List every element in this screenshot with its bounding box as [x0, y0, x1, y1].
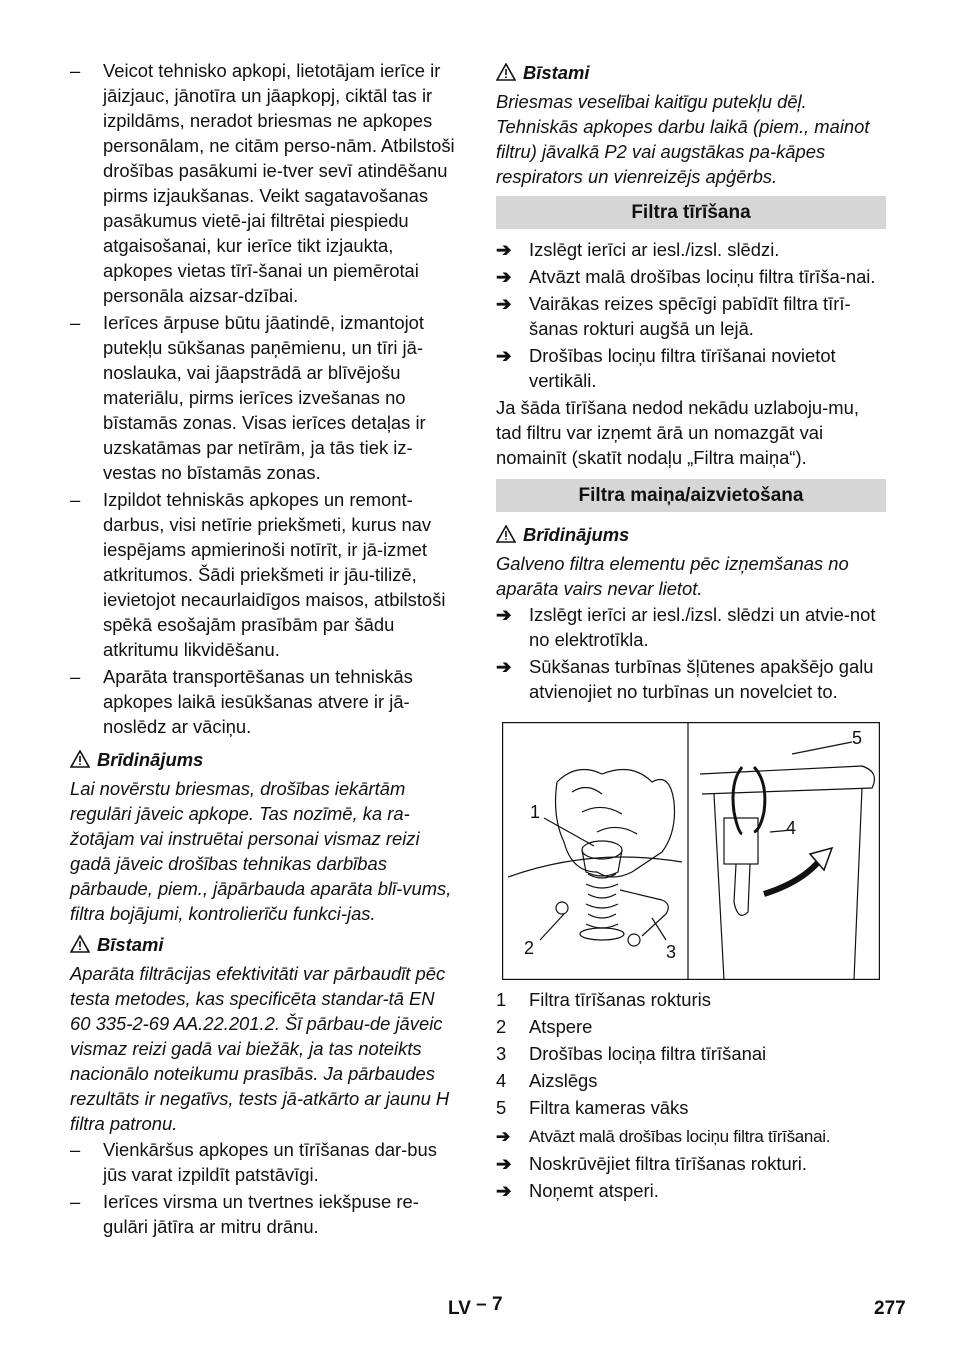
legend-text: Filtra tīrīšanas rokturis: [529, 989, 711, 1010]
right-column: [496, 58, 886, 1204]
legend-number: 2: [496, 1016, 507, 1037]
warning-heading: [496, 522, 886, 547]
arrow-right-icon: ➔: [496, 1153, 512, 1174]
left-column: [70, 58, 460, 1239]
warning-triangle-icon: [70, 935, 90, 953]
warning-title: Brīdinājums: [97, 749, 204, 770]
legend-text: Filtra kameras vāks: [529, 1097, 689, 1118]
step-text: Atvāzt malā drošības lociņu filtra tīrīšanai.: [529, 1127, 831, 1146]
arrow-right-icon: ➔: [496, 656, 512, 677]
figure-label-1: 1: [530, 802, 541, 822]
step-text: Vairākas reizes spēcīgi pabīdīt filtra tīrī-šanas rokturi augšā un lejā.: [529, 293, 851, 339]
step-item: [496, 654, 886, 704]
legend-number: 3: [496, 1043, 507, 1064]
danger-text: Aparāta filtrācijas efektivitāti var pārbaudīt pēc testa metodes, kas specificēta standar-tā EN 60 335-2-69 AA.22.201.2. Šī pārbau-de jāveic vismaz reizi gadā vai biežāk, ja tas noteikts nacionālo noteikumu prasībās. Ja pārbaudes rezultāts ir negatīvs, tests jā-atkārto ar jaunu H filtra patronu.: [70, 963, 450, 1134]
figure-label-3: 3: [666, 942, 677, 962]
step-text: Atvāzt malā drošības lociņu filtra tīrīša-nai.: [529, 266, 876, 287]
filter-illustration: [502, 722, 880, 980]
footer-page-number: 277: [874, 1298, 906, 1319]
legend-item: [496, 1040, 886, 1067]
legend-text: Drošības lociņa filtra tīrīšanai: [529, 1043, 767, 1064]
step-item: [496, 1177, 886, 1204]
legend-text: Atspere: [529, 1016, 593, 1037]
list-item: – Veicot tehnisko apkopi, lietotājam ierīce ir jāizjauc, jānotīra un jāapkopj, ciktāl tas ir izpildāms, neradot briesmas ne apkopes personālam, ne citām perso-nām. Atbilstoši drošības pasākumi ie-tver sevī atindēšanu pirms izjaukšanas. Veikt sagatavošanas pasākumus vietē-jai filtrētai piespiedu atgaisošanai, kur ierīce tikt izjaukta, apkopes vietas tīrī-šanai un piemērotai personāla aizsar-dzībai.: [70, 58, 460, 308]
figure-label-5: 5: [852, 728, 863, 748]
illustration-drawing: [502, 722, 880, 980]
step-text: Izslēgt ierīci ar iesl./izsl. slēdzi un atvie-not no elektrotīkla.: [529, 604, 876, 650]
step-item: [496, 264, 886, 289]
legend-item: [496, 986, 886, 1013]
legend-number: 4: [496, 1070, 507, 1091]
step-text: Noskrūvējiet filtra tīrīšanas rokturi.: [529, 1153, 807, 1174]
list-item: – Vienkāršus apkopes un tīrīšanas dar-bus jūs varat izpildīt patstāvīgi.: [70, 1137, 460, 1187]
arrow-right-icon: ➔: [496, 345, 512, 366]
step-text: Noņemt atsperi.: [529, 1180, 659, 1201]
danger-title: Bīstami: [523, 62, 590, 83]
legend-number: 1: [496, 989, 507, 1010]
list-item: – Ierīces virsma un tvertnes iekšpuse re-gulāri jātīra ar mitru drānu.: [70, 1189, 460, 1239]
warning-triangle-icon: [496, 525, 516, 543]
arrow-right-icon: ➔: [496, 239, 512, 260]
legend-item: [496, 1094, 886, 1121]
footer-subpage: – 7: [476, 1294, 503, 1315]
step-item: [496, 291, 886, 341]
section-heading: Filtra tīrīšana: [496, 196, 886, 229]
warning-triangle-icon: [496, 63, 516, 81]
arrow-right-icon: ➔: [496, 293, 512, 314]
section-heading: Filtra maiņa/aizvietošana: [496, 479, 886, 512]
warning-triangle-icon: [70, 750, 90, 768]
warning-text: Galveno filtra elementu pēc izņemšanas no aparāta vairs nevar lietot.: [496, 553, 849, 599]
legend-number: 5: [496, 1097, 507, 1118]
step-item: [496, 343, 886, 393]
arrow-right-icon: ➔: [496, 266, 512, 287]
danger-heading: [70, 932, 460, 957]
warning-text: Lai novērstu briesmas, drošības iekārtām regulāri jāveic apkope. Tas nozīmē, ka ra-žotājam vai instruētai personai vismaz reizi gadā jāveic drošības tehnikas darbības pārbaude, piem., jāpārbauda aparāta blī-vums, filtra bojājumi, kontrolierīču funkci-jas.: [70, 778, 452, 924]
figure-label-2: 2: [524, 938, 535, 958]
danger-text: Briesmas veselībai kaitīgu putekļu dēļ. Tehniskās apkopes darbu laikā (piem., mainot filtru) jāvalkā P2 vai augstākas pa-kāpes respirators un vienreizējs apģērbs.: [496, 91, 870, 187]
step-item: [496, 602, 886, 652]
legend-text: Aizslēgs: [529, 1070, 598, 1091]
footer-lang-code: LV: [448, 1298, 471, 1319]
step-item: [496, 1123, 886, 1150]
section-note: Ja šāda tīrīšana nedod nekādu uzlaboju-mu, tad filtru var izņemt ārā un nomazgāt vai nomainīt (skatīt nodaļu „Filtra maiņa“).: [496, 397, 859, 468]
step-text: Drošības lociņu filtra tīrīšanai novietot vertikāli.: [529, 345, 836, 391]
list-item: – Izpildot tehniskās apkopes un remont-darbus, visi netīrie priekšmeti, kurus nav iespējams apmierinoši notīrīt, ir jā-izmet atkritumos. Šādi priekšmeti ir jāu-tilizē, ievietojot necaurlaidīgos maisos, atbilstoši spēkā esošajām prasībām par šādu atkritumu likvidēšanu.: [70, 487, 460, 662]
step-item: [496, 237, 886, 262]
list-item: – Ierīces ārpuse būtu jāatindē, izmantojot putekļu sūkšanas paņēmienu, un tīri jā-noslauka, vai jāapstrādā ar blīvējošu materiālu, pirms ierīces izvešanas no bīstamās zonas. Visas ierīces detaļas ir uzskatāmas par netīrām, ja tās tiek iz-vestas no bīstamās zonas.: [70, 310, 460, 485]
arrow-right-icon: ➔: [496, 1180, 512, 1201]
footer-language: [448, 1294, 503, 1320]
step-text: Sūkšanas turbīnas šļūtenes apakšējo galu atvienojiet no turbīnas un novelciet to.: [529, 656, 874, 702]
figure-label-4: 4: [786, 818, 797, 838]
warning-heading: [70, 747, 460, 772]
legend-item: [496, 1013, 886, 1040]
warning-title: Brīdinājums: [523, 524, 630, 545]
step-item: [496, 1150, 886, 1177]
arrow-right-icon: ➔: [496, 1127, 510, 1146]
danger-title: Bīstami: [97, 934, 164, 955]
list-item: – Aparāta transportēšanas un tehniskās apkopes laikā iesūkšanas atvere ir jā-noslēdz ar vāciņu.: [70, 664, 460, 739]
arrow-right-icon: ➔: [496, 604, 512, 625]
step-text: Izslēgt ierīci ar iesl./izsl. slēdzi.: [529, 239, 780, 260]
danger-heading: [496, 60, 886, 85]
legend-item: [496, 1067, 886, 1094]
